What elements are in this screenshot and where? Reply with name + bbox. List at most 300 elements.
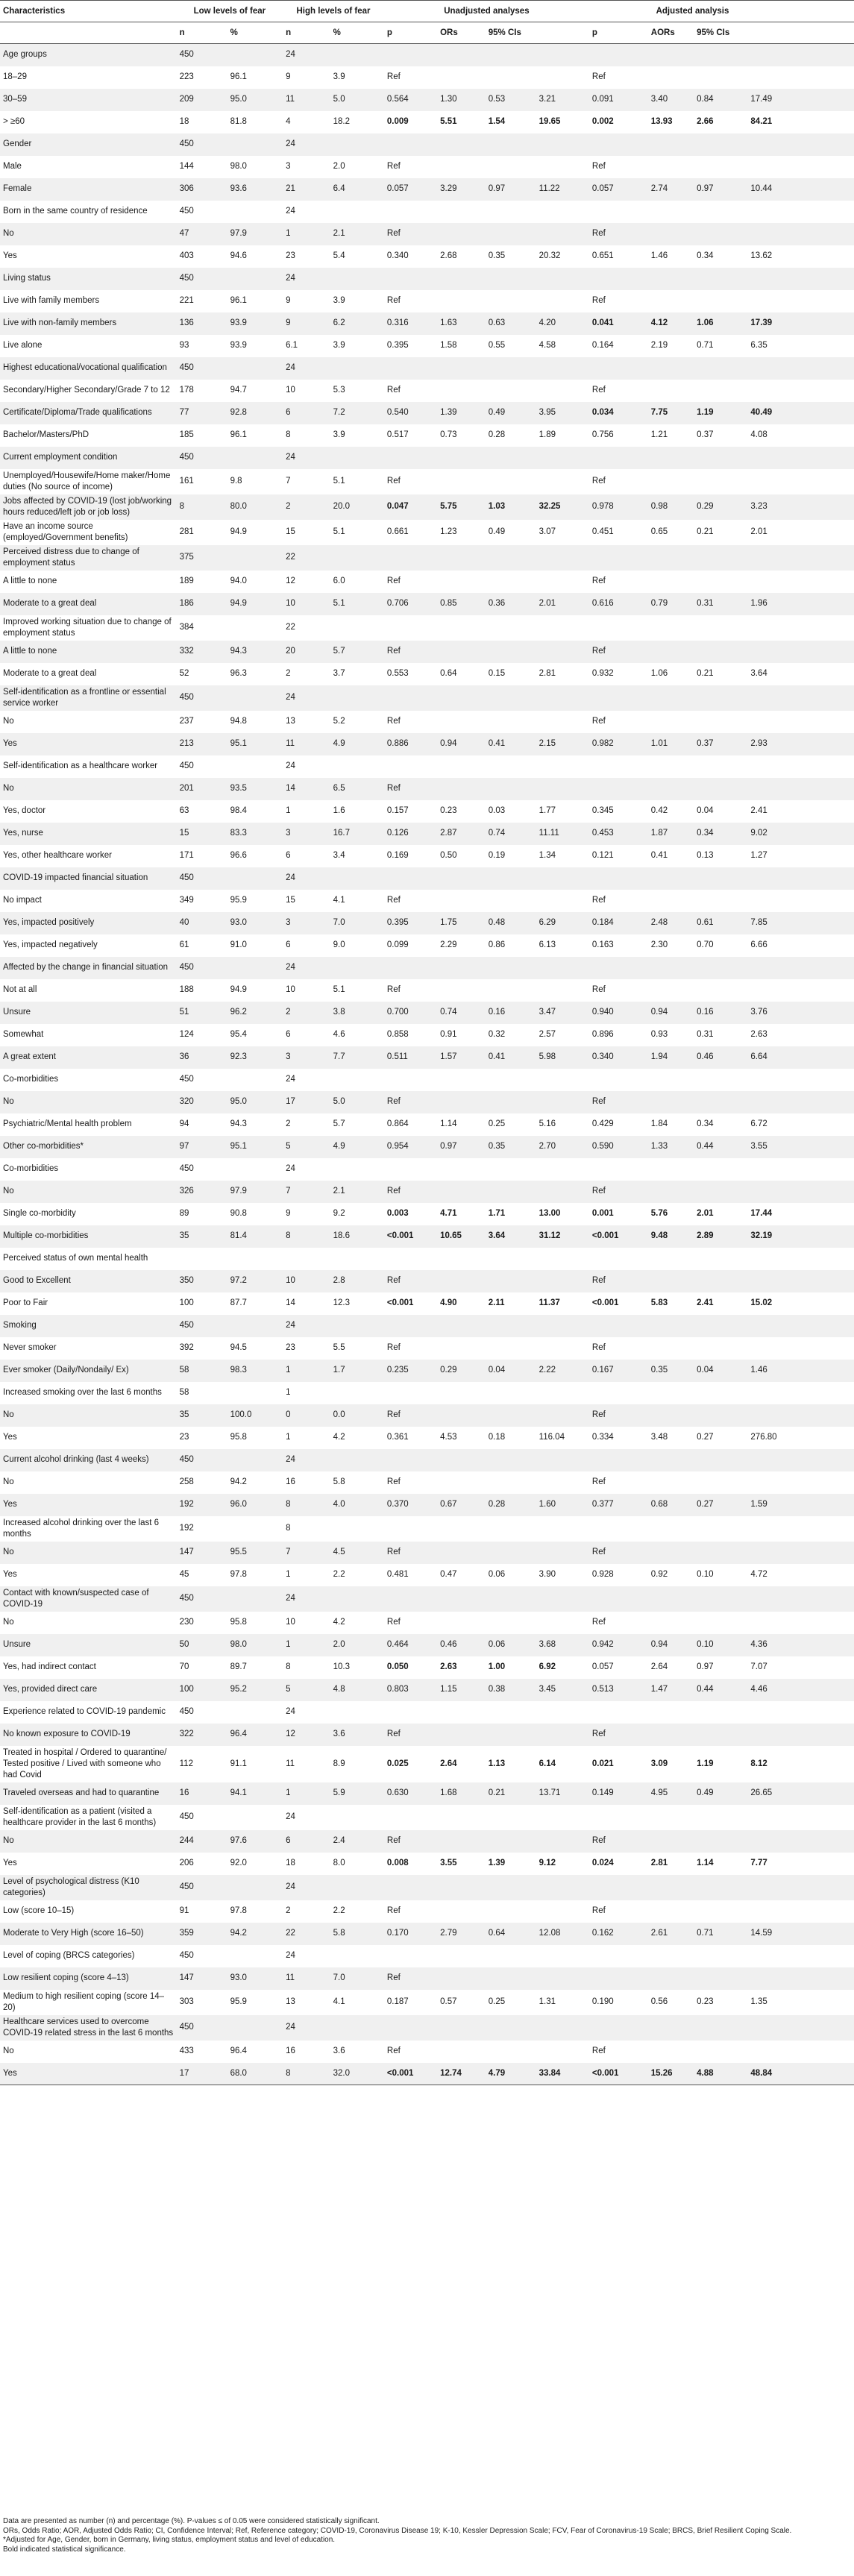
row-characteristic: Multiple co-morbidities xyxy=(3,1231,89,1240)
table-cell: 100 xyxy=(179,1298,194,1307)
table-cell xyxy=(747,1945,796,1967)
table-cell: 0.370 xyxy=(386,1500,409,1509)
table-cell xyxy=(747,447,796,469)
table-cell: 6.1 xyxy=(286,341,298,350)
table-cell: 0.27 xyxy=(697,1433,714,1442)
table-cell: 0.23 xyxy=(440,806,457,815)
table-cell xyxy=(589,1158,648,1181)
table-cell: 0.74 xyxy=(440,1008,457,1017)
table-cell: 2.01 xyxy=(697,1209,714,1218)
table-cell: 97.2 xyxy=(230,1276,247,1285)
table-cell: 0.71 xyxy=(697,1929,714,1938)
table-cell xyxy=(486,1542,536,1564)
table-cell: 6 xyxy=(286,408,291,417)
row-characteristic: Yes, doctor xyxy=(3,806,46,815)
table-cell: 1.33 xyxy=(650,1142,668,1151)
table-cell: 17.39 xyxy=(750,318,773,327)
table-cell: 61 xyxy=(179,940,189,949)
table-cell: 1.23 xyxy=(440,527,457,536)
table-cell xyxy=(486,979,536,1002)
table-cell: 0.340 xyxy=(591,1052,614,1061)
table-cell: 0.21 xyxy=(488,1788,506,1797)
table-cell xyxy=(747,778,796,800)
table-cell: 1.68 xyxy=(440,1788,457,1797)
table-cell: 306 xyxy=(179,184,194,193)
table-cell: 206 xyxy=(179,1859,194,1867)
table-cell: 1.06 xyxy=(697,318,714,327)
table-cell xyxy=(694,2015,747,2041)
table-cell xyxy=(747,1516,796,1542)
table-cell: 12 xyxy=(286,1730,295,1738)
table-cell xyxy=(536,1471,589,1494)
table-cell: 15 xyxy=(286,527,295,536)
table-cell xyxy=(384,957,437,979)
table-cell: 3 xyxy=(286,162,291,171)
table-cell xyxy=(648,755,694,778)
table-row xyxy=(0,912,854,934)
table-cell: <0.001 xyxy=(591,1298,619,1307)
table-cell-pad xyxy=(796,1091,854,1113)
table-cell: 0.21 xyxy=(697,669,714,678)
table-cell: 4.9 xyxy=(333,739,345,748)
table-cell xyxy=(330,1805,384,1830)
table-cell: 1.7 xyxy=(333,1366,345,1375)
table-cell: 0.334 xyxy=(591,1433,614,1442)
table-cell: 0.041 xyxy=(591,318,614,327)
table-cell xyxy=(747,1091,796,1113)
table-cell: 0.858 xyxy=(386,1030,409,1039)
table-cell: 0.756 xyxy=(591,430,614,439)
table-cell xyxy=(589,957,648,979)
table-cell: 11.37 xyxy=(539,1298,560,1307)
table-row xyxy=(0,593,854,615)
table-cell xyxy=(648,1586,694,1612)
table-cell: 0.35 xyxy=(650,1366,668,1375)
table-cell xyxy=(747,1158,796,1181)
table-cell xyxy=(437,1270,486,1292)
row-characteristic: Yes xyxy=(0,2063,177,2085)
table-cell: 36 xyxy=(179,1052,189,1061)
table-cell: 2 xyxy=(286,1119,291,1128)
table-cell xyxy=(694,641,747,663)
table-cell xyxy=(177,1248,227,1270)
table-cell: 0.057 xyxy=(591,184,614,193)
row-characteristic: Self-identification as a frontline or essential service worker xyxy=(3,687,166,708)
table-cell-pad xyxy=(796,1782,854,1805)
table-cell xyxy=(747,380,796,402)
row-characteristic: Yes xyxy=(3,1859,17,1867)
table-row xyxy=(0,66,854,89)
header-unadjusted: Unadjusted analyses xyxy=(384,1,589,22)
row-characteristic: No xyxy=(3,1618,14,1627)
table-cell-pad xyxy=(796,823,854,845)
table-cell xyxy=(486,1805,536,1830)
table-cell: 92.8 xyxy=(230,408,247,417)
table-cell: 4.08 xyxy=(750,430,767,439)
table-cell-pad xyxy=(796,778,854,800)
table-cell: 1.60 xyxy=(539,1500,556,1509)
table-cell: 24 xyxy=(286,1707,295,1716)
table-cell xyxy=(747,2041,796,2063)
table-cell: 32.0 xyxy=(330,2063,384,2085)
table-cell: Ref xyxy=(386,1618,401,1627)
table-cell: <0.001 xyxy=(589,2063,648,2085)
table-cell: 35 xyxy=(179,1410,189,1419)
table-cell: Ref xyxy=(386,717,401,726)
table-cell xyxy=(747,201,796,223)
table-cell xyxy=(437,1382,486,1404)
table-cell: 450 xyxy=(179,2023,194,2032)
table-cell: 0.886 xyxy=(386,739,409,748)
table-cell: 7 xyxy=(286,1187,291,1196)
row-characteristic: No xyxy=(3,2046,14,2055)
table-cell: 0.009 xyxy=(386,117,409,126)
table-cell: 0.49 xyxy=(488,527,506,536)
table-cell: 8 xyxy=(283,2063,330,2085)
table-cell: 0.651 xyxy=(591,251,614,260)
table-cell: 3.9 xyxy=(333,72,345,81)
table-cell: 89 xyxy=(179,1209,189,1218)
table-row xyxy=(0,1382,854,1404)
table-cell: 6.0 xyxy=(333,577,345,585)
table-cell xyxy=(486,44,536,66)
table-cell xyxy=(227,545,283,571)
table-cell-pad xyxy=(796,934,854,957)
table-cell-pad xyxy=(796,1875,854,1900)
table-cell: 91.0 xyxy=(230,940,247,949)
table-cell xyxy=(694,1337,747,1360)
table-cell: 8.9 xyxy=(333,1759,345,1768)
row-characteristic: Co-morbidities xyxy=(3,1075,59,1084)
table-cell xyxy=(330,1586,384,1612)
table-row xyxy=(0,641,854,663)
table-cell: 98.4 xyxy=(230,806,247,815)
table-cell: Ref xyxy=(591,386,606,395)
table-row xyxy=(0,685,854,711)
table-cell: 6.2 xyxy=(333,318,345,327)
row-characteristic: Certificate/Diploma/Trade qualifications xyxy=(3,408,152,417)
table-cell xyxy=(589,1805,648,1830)
table-cell: Ref xyxy=(591,577,606,585)
table-cell: 4.20 xyxy=(539,318,556,327)
table-cell: 1.27 xyxy=(750,851,767,860)
table-cell: 80.0 xyxy=(230,502,247,511)
table-cell: 4.95 xyxy=(650,1788,668,1797)
table-cell: 0.36 xyxy=(488,599,506,608)
header-characteristics: Characteristics xyxy=(0,1,177,22)
table-cell: 3.64 xyxy=(488,1231,506,1240)
table-cell: 95.9 xyxy=(230,1997,247,2006)
table-cell xyxy=(694,778,747,800)
row-characteristic: Yes xyxy=(3,1570,17,1579)
table-cell: 4.79 xyxy=(486,2063,536,2085)
table-cell: 3.68 xyxy=(539,1640,556,1649)
table-cell: 22 xyxy=(286,623,295,632)
table-cell: 3.4 xyxy=(333,851,345,860)
table-cell: 24 xyxy=(286,761,295,770)
table-cell: 24 xyxy=(286,1594,295,1603)
table-cell: 9.12 xyxy=(539,1859,556,1867)
table-cell xyxy=(589,1069,648,1091)
table-cell: 0.79 xyxy=(650,599,668,608)
table-row xyxy=(0,1967,854,1990)
table-row xyxy=(0,1494,854,1516)
row-characteristic: A great extent xyxy=(3,1052,56,1061)
table-cell xyxy=(486,1701,536,1724)
table-cell xyxy=(536,711,589,733)
table-cell: 83.3 xyxy=(230,829,247,838)
table-cell xyxy=(694,1945,747,1967)
table-cell: 94.9 xyxy=(230,599,247,608)
table-cell xyxy=(694,1471,747,1494)
table-cell: 0.94 xyxy=(650,1640,668,1649)
table-cell: 450 xyxy=(179,453,194,462)
table-cell: 7.7 xyxy=(333,1052,345,1061)
header-adjusted: Adjusted analysis xyxy=(589,1,796,22)
table-cell: 171 xyxy=(179,851,194,860)
table-cell xyxy=(536,890,589,912)
table-cell xyxy=(747,890,796,912)
table-cell: 1.19 xyxy=(697,408,714,417)
table-cell: 450 xyxy=(179,274,194,283)
table-cell: 1.94 xyxy=(650,1052,668,1061)
table-cell: 1.34 xyxy=(539,851,556,860)
table-cell: 2.66 xyxy=(697,117,714,126)
table-cell: 1.71 xyxy=(488,1209,506,1218)
table-cell: 0.896 xyxy=(591,1030,614,1039)
table-cell: 322 xyxy=(179,1730,194,1738)
table-cell xyxy=(648,867,694,890)
table-row xyxy=(0,469,854,494)
table-cell xyxy=(747,615,796,641)
table-cell xyxy=(648,1471,694,1494)
table-cell: 0.74 xyxy=(488,829,506,838)
table-cell: 94.6 xyxy=(230,251,247,260)
row-characteristic: Increased smoking over the last 6 months xyxy=(3,1388,162,1397)
table-row xyxy=(0,615,854,641)
table-cell: 2.01 xyxy=(539,599,556,608)
row-characteristic: Yes, provided direct care xyxy=(3,1685,98,1694)
table-cell-pad xyxy=(796,1830,854,1853)
table-cell xyxy=(330,133,384,156)
table-cell: 0.590 xyxy=(591,1142,614,1151)
table-cell: 16.7 xyxy=(333,829,350,838)
row-characteristic: Yes, other healthcare worker xyxy=(3,851,112,860)
table-cell xyxy=(747,1069,796,1091)
table-cell: 0.928 xyxy=(591,1570,614,1579)
table-cell: 450 xyxy=(179,1164,194,1173)
table-cell: 9 xyxy=(286,296,291,305)
table-cell xyxy=(694,1701,747,1724)
table-cell: 24 xyxy=(286,1812,295,1821)
table-cell xyxy=(694,615,747,641)
table-cell: 0.162 xyxy=(591,1929,614,1938)
row-characteristic: Yes, nurse xyxy=(3,829,43,838)
table-row xyxy=(0,1069,854,1091)
table-cell xyxy=(227,1701,283,1724)
table-cell: 97.9 xyxy=(230,1187,247,1196)
table-cell xyxy=(747,545,796,571)
table-cell xyxy=(437,2015,486,2041)
table-cell: 0.157 xyxy=(386,806,409,815)
table-cell xyxy=(486,223,536,245)
table-cell: 0.49 xyxy=(697,1788,714,1797)
table-cell: 201 xyxy=(179,784,194,793)
table-row xyxy=(0,1900,854,1923)
table-cell xyxy=(747,1900,796,1923)
table-cell: 0.67 xyxy=(440,1500,457,1509)
table-cell: 12.08 xyxy=(539,1929,561,1938)
table-cell xyxy=(589,1449,648,1471)
table-row xyxy=(0,44,854,66)
table-cell xyxy=(747,357,796,380)
table-cell: 1.39 xyxy=(488,1859,506,1867)
table-cell xyxy=(747,1382,796,1404)
table-cell xyxy=(536,268,589,290)
table-row xyxy=(0,268,854,290)
table-cell: Ref xyxy=(386,72,401,81)
table-cell: 1 xyxy=(286,1433,291,1442)
table-cell: 2 xyxy=(286,502,291,511)
table-cell: 18 xyxy=(179,117,189,126)
table-cell xyxy=(227,2015,283,2041)
table-cell: 0.63 xyxy=(488,318,506,327)
table-cell xyxy=(694,66,747,89)
table-cell-pad xyxy=(796,1002,854,1024)
table-cell: 1.46 xyxy=(650,251,668,260)
table-cell xyxy=(589,1945,648,1967)
table-cell: Ref xyxy=(591,985,606,994)
table-cell xyxy=(536,2015,589,2041)
table-cell-pad xyxy=(796,733,854,755)
table-cell-pad xyxy=(796,641,854,663)
table-cell: 450 xyxy=(179,693,194,702)
table-cell: 186 xyxy=(179,599,194,608)
table-cell: 21 xyxy=(286,184,295,193)
table-cell xyxy=(486,890,536,912)
table-row xyxy=(0,1158,854,1181)
table-cell: 0.316 xyxy=(386,318,409,327)
table-cell: 161 xyxy=(179,477,194,486)
table-cell: 0.163 xyxy=(591,940,614,949)
table-cell-pad xyxy=(796,1136,854,1158)
table-cell-pad xyxy=(796,755,854,778)
row-characteristic: Gender xyxy=(3,139,32,148)
table-cell xyxy=(330,1315,384,1337)
row-characteristic: Bachelor/Masters/PhD xyxy=(3,430,90,439)
table-cell: 0.932 xyxy=(591,669,614,678)
table-cell xyxy=(437,867,486,890)
table-cell xyxy=(384,44,437,66)
table-cell: 7.77 xyxy=(750,1859,767,1867)
table-cell xyxy=(648,615,694,641)
table-cell: 450 xyxy=(179,873,194,882)
table-cell: 3 xyxy=(286,918,291,927)
row-characteristic: Perceived distress due to change of employment status xyxy=(3,547,139,568)
table-cell: 221 xyxy=(179,296,194,305)
table-cell: 10 xyxy=(286,1276,295,1285)
table-row xyxy=(0,711,854,733)
table-cell-pad xyxy=(796,545,854,571)
row-characteristic: Low (score 10–15) xyxy=(3,1906,75,1915)
table-cell: 100 xyxy=(179,1685,194,1694)
table-cell xyxy=(648,1830,694,1853)
table-cell xyxy=(648,357,694,380)
table-cell xyxy=(437,1181,486,1203)
table-cell-pad xyxy=(796,520,854,545)
table-cell: 3.47 xyxy=(539,1008,556,1017)
table-cell: 0.024 xyxy=(591,1859,614,1867)
table-cell: 0.025 xyxy=(386,1759,409,1768)
table-cell xyxy=(437,957,486,979)
table-cell xyxy=(648,778,694,800)
table-cell: 8 xyxy=(286,1524,291,1533)
table-cell: 7 xyxy=(286,1548,291,1556)
table-cell xyxy=(437,1158,486,1181)
table-cell: 12 xyxy=(286,577,295,585)
row-characteristic: Current alcohol drinking (last 4 weeks) xyxy=(3,1455,149,1464)
table-cell: 0.29 xyxy=(697,502,714,511)
table-cell xyxy=(648,66,694,89)
table-footnotes xyxy=(3,2517,846,2554)
table-cell xyxy=(384,268,437,290)
table-cell xyxy=(747,1875,796,1900)
table-cell: 0.64 xyxy=(440,669,457,678)
table-cell-pad xyxy=(796,66,854,89)
table-cell: 124 xyxy=(179,1030,194,1039)
table-cell: 0.65 xyxy=(650,527,668,536)
table-cell: 20.0 xyxy=(333,502,350,511)
table-cell xyxy=(536,1181,589,1203)
table-cell: 23 xyxy=(286,251,295,260)
table-cell: 24 xyxy=(286,1951,295,1960)
table-cell xyxy=(384,1586,437,1612)
table-cell xyxy=(486,1586,536,1612)
table-cell: 3.40 xyxy=(650,95,668,104)
table-cell xyxy=(227,755,283,778)
table-cell xyxy=(330,357,384,380)
table-cell xyxy=(648,1382,694,1404)
table-cell: 0.464 xyxy=(386,1640,409,1649)
table-cell: 1.84 xyxy=(650,1119,668,1128)
table-cell: 98.0 xyxy=(230,162,247,171)
table-cell: Ref xyxy=(386,784,401,793)
table-cell xyxy=(648,133,694,156)
row-characteristic: No xyxy=(3,717,14,726)
table-cell: 48.84 xyxy=(747,2063,796,2085)
row-characteristic: Treated in hospital / Ordered to quarantine/ Tested positive / Lived with someone who had Covid xyxy=(3,1747,167,1779)
table-cell xyxy=(694,1069,747,1091)
table-cell-pad xyxy=(796,1158,854,1181)
table-cell: Ref xyxy=(591,72,606,81)
table-cell xyxy=(536,1516,589,1542)
table-cell: 303 xyxy=(179,1997,194,2006)
table-row xyxy=(0,424,854,447)
table-cell-pad xyxy=(796,979,854,1002)
table-cell xyxy=(437,1471,486,1494)
table-cell: 0.91 xyxy=(440,1030,457,1039)
table-cell: 0.41 xyxy=(488,1052,506,1061)
table-cell: 0.034 xyxy=(591,408,614,417)
table-row xyxy=(0,245,854,268)
table-cell: 97.8 xyxy=(230,1906,247,1915)
table-cell xyxy=(330,1069,384,1091)
table-cell xyxy=(384,1248,437,1270)
table-cell: 4.36 xyxy=(750,1640,767,1649)
table-cell xyxy=(227,867,283,890)
table-row xyxy=(0,1853,854,1875)
table-cell xyxy=(648,1724,694,1746)
